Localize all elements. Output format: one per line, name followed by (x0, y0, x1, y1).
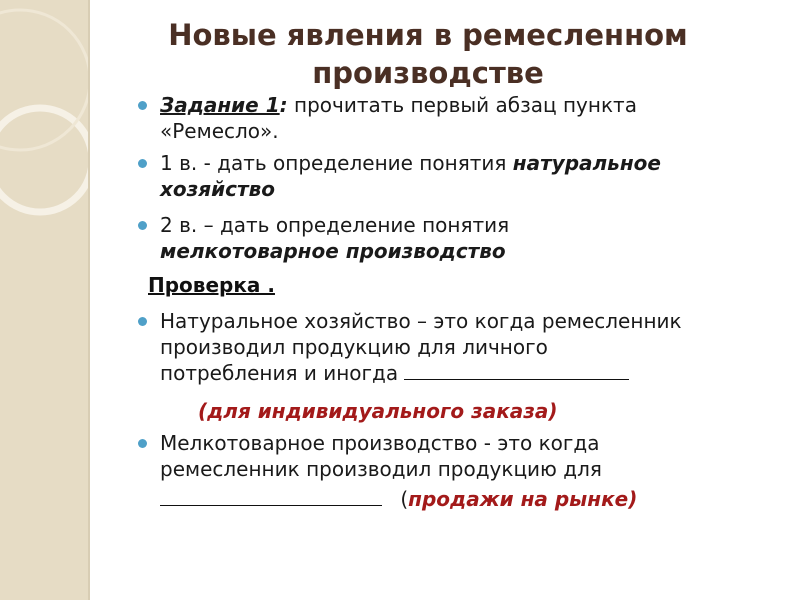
variant-2-text: 2 в. – дать определение понятия (160, 213, 510, 237)
task-text: прочитать первый абзац пункта (287, 93, 637, 117)
decorative-side-band (0, 0, 90, 600)
answer-2-paren: ( (400, 487, 409, 511)
variant-1-text: 1 в. - дать определение понятия (160, 151, 513, 175)
bullet-dot (138, 317, 147, 326)
bullet-dot (138, 221, 147, 230)
answer-2-fill: продажи на рынке) (408, 487, 638, 511)
answer-2-blank (160, 487, 382, 506)
task-text-line-2: «Ремесло». (160, 119, 279, 143)
title-line-2: производстве (312, 56, 544, 90)
title-line-1: Новые явления в ремесленном (168, 18, 688, 52)
answer-1-blank (404, 361, 629, 380)
slide-title (118, 16, 738, 92)
check-heading: Проверка . (148, 273, 275, 297)
answer-2-line-1: Мелкотоварное производство - это когда (160, 431, 600, 455)
variant-1-term: натуральное (512, 151, 661, 175)
bullet-dot (138, 439, 147, 448)
bullet-dot (138, 159, 147, 168)
task-colon: : (279, 93, 288, 117)
answer-2-line-2: ремесленник производил продукцию для (160, 457, 602, 481)
variant-2-term: мелкотоварное производство (160, 239, 506, 263)
answer-1-line-3: потребления и иногда (160, 361, 405, 385)
variant-1-term-line-2: хозяйство (160, 177, 275, 201)
decorative-circles (0, 0, 88, 600)
task-label: Задание 1 (160, 93, 280, 117)
answer-1-line-1: Натуральное хозяйство – это когда ремесленник (160, 309, 682, 333)
bullet-dot (138, 101, 147, 110)
answer-1-line-2: производил продукцию для личного (160, 335, 548, 359)
answer-1-fill: (для индивидуального заказа) (198, 399, 558, 423)
